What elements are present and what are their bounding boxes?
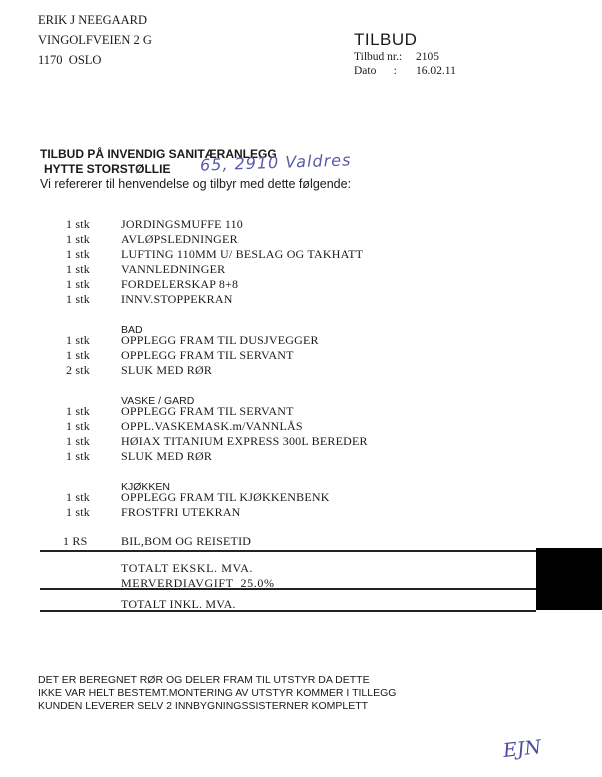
item-qty: 1 stk <box>66 277 91 291</box>
sender-postal <box>38 50 152 70</box>
section-title-kjokken: KJØKKEN <box>121 481 171 493</box>
list-item <box>0 363 602 378</box>
item-qty: 1 stk <box>66 292 91 306</box>
list-item <box>0 419 602 434</box>
item-qty: 1 stk <box>66 262 91 276</box>
handwritten-initials: EJN <box>501 736 543 762</box>
offer-date-label: Dato : <box>354 65 397 77</box>
item-desc: INNV.STOPPEKRAN <box>121 292 233 306</box>
sender-street: VINGOLFVEIEN 2 G <box>38 33 152 47</box>
offer-number: 2105 <box>416 51 439 63</box>
list-item <box>0 292 602 307</box>
note-block <box>38 674 396 713</box>
item-desc: HØIAX TITANIUM EXPRESS 300L BEREDER <box>121 434 368 448</box>
item-qty: 1 stk <box>66 333 91 347</box>
item-desc: OPPLEGG FRAM TIL KJØKKENBENK <box>121 490 330 504</box>
item-desc: FORDELERSKAP 8+8 <box>121 277 239 291</box>
subject-intro: Vi refererer til henvendelse og tilbyr med dette følgende: <box>40 177 352 191</box>
item-desc: SLUK MED RØR <box>121 449 213 463</box>
item-qty: 1 stk <box>66 419 91 433</box>
item-qty: 1 stk <box>66 434 91 448</box>
item-desc: JORDINGSMUFFE 110 <box>121 217 243 231</box>
item-qty: 2 stk <box>66 363 91 377</box>
divider-line <box>40 550 536 552</box>
list-item <box>0 434 602 449</box>
item-desc: AVLØPSLEDNINGER <box>121 232 238 246</box>
list-item <box>0 262 602 277</box>
offer-date: 16.02.11 <box>416 65 456 77</box>
list-item <box>0 449 602 464</box>
item-qty: 1 stk <box>66 490 91 504</box>
list-item <box>0 333 602 348</box>
item-desc: FROSTFRI UTEKRAN <box>121 505 241 519</box>
list-item <box>0 217 602 232</box>
section-bad-items <box>0 333 602 378</box>
offer-meta <box>354 50 456 78</box>
total-excl-vat: TOTALT EKSKL. MVA. <box>121 561 254 575</box>
section-title-bad: BAD <box>121 324 143 336</box>
item-list <box>0 217 602 307</box>
sender-address <box>38 10 152 70</box>
item-qty: 1 stk <box>66 348 91 362</box>
subject-line1: TILBUD PÅ INVENDIG SANITÆRANLEGG <box>40 147 277 161</box>
item-desc: SLUK MED RØR <box>121 363 213 377</box>
sender-name: ERIK J NEEGAARD <box>38 13 148 27</box>
list-item <box>0 247 602 262</box>
item-desc: OPPLEGG FRAM TIL SERVANT <box>121 404 294 418</box>
list-item <box>0 505 602 520</box>
section-title-vaske: VASKE / GARD <box>121 395 195 407</box>
list-item <box>0 490 602 505</box>
note-line2: IKKE VAR HELT BESTEMT.MONTERING AV UTSTYR KOMMER I TILLEGG <box>38 687 397 699</box>
subject-line2: HYTTE STORSTØLLIE <box>44 162 171 176</box>
item-desc: OPPL.VASKEMASK.m/VANNLÅS <box>121 419 303 433</box>
sender-postcode: 1170 <box>38 53 63 67</box>
sender-city: OSLO <box>68 53 102 67</box>
item-desc: VANNLEDNINGER <box>121 262 226 276</box>
item-qty: 1 stk <box>66 217 91 231</box>
note-line1: DET ER BEREGNET RØR OG DELER FRAM TIL UTSTYR DA DETTE <box>38 674 370 686</box>
offer-title: TILBUD <box>354 30 418 49</box>
total-incl-vat: TOTALT INKL. MVA. <box>121 597 236 611</box>
item-qty: 1 stk <box>66 404 91 418</box>
list-item <box>0 404 602 419</box>
item-desc: BIL,BOM OG REISETID <box>121 534 252 548</box>
section-kjokken-items <box>0 490 602 520</box>
item-qty: 1 RS <box>63 534 88 548</box>
item-desc: LUFTING 110MM U/ BESLAG OG TAKHATT <box>121 247 364 261</box>
totals-block <box>121 561 275 591</box>
offer-number-label: Tilbud nr.: <box>354 51 403 63</box>
extra-item <box>0 534 602 549</box>
divider-line <box>40 588 536 590</box>
list-item <box>0 232 602 247</box>
item-desc: OPPLEGG FRAM TIL SERVANT <box>121 348 294 362</box>
note-line3: KUNDEN LEVERER SELV 2 INNBYGNINGSSISTERNER KOMPLETT <box>38 700 369 712</box>
item-qty: 1 stk <box>66 449 91 463</box>
item-desc: OPPLEGG FRAM TIL DUSJVEGGER <box>121 333 319 347</box>
item-qty: 1 stk <box>66 232 91 246</box>
item-qty: 1 stk <box>66 505 91 519</box>
divider-line <box>40 610 536 612</box>
section-vaske-items <box>0 404 602 464</box>
handwritten-address: 65, 2910 Valdres <box>199 150 352 175</box>
vat-line: MERVERDIAVGIFT 25.0% <box>121 576 275 590</box>
item-qty: 1 stk <box>66 247 91 261</box>
redaction-box <box>536 548 602 610</box>
list-item <box>0 348 602 363</box>
list-item <box>0 277 602 292</box>
